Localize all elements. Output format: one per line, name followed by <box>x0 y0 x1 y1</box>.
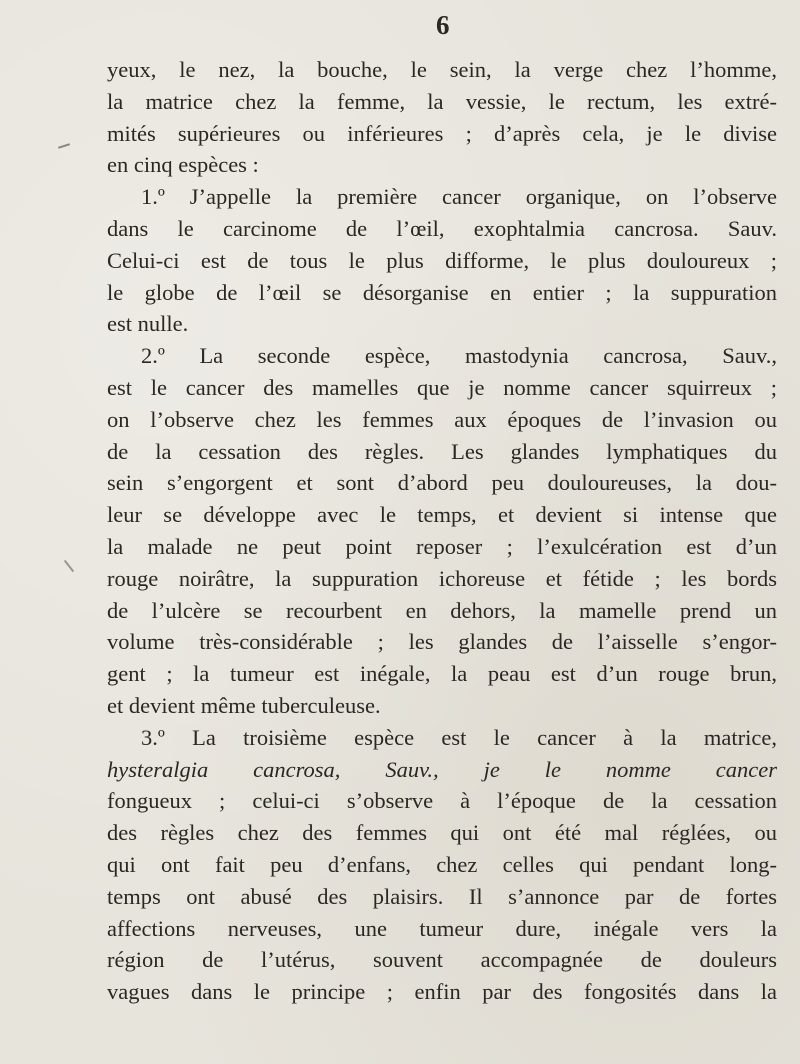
text-line: leur se développe avec le temps, et devient si intense que <box>107 502 777 528</box>
text-line: rouge noirâtre, la suppuration ichoreuse et fétide ; les bords <box>107 565 777 591</box>
text-line: la malade ne peut point reposer ; l’exulcération est d’un <box>107 533 777 559</box>
text-line: yeux, le nez, la bouche, le sein, la verge chez l’homme, <box>107 57 777 82</box>
page-number: 6 <box>436 10 451 40</box>
text-line: est nulle. <box>107 311 189 337</box>
text-line: en cinq espèces : <box>107 152 259 178</box>
text-line: vagues dans le principe ; enfin par des fongosités dans la <box>107 979 777 1005</box>
text-line: volume très-considérable ; les glandes de l’aisselle s’engor- <box>107 629 777 655</box>
text-line: des règles chez des femmes qui ont été mal réglées, ou <box>107 820 777 846</box>
margin-mark <box>58 143 70 149</box>
text-line: 3.º La troisième espèce est le cancer à la matrice, <box>141 724 777 750</box>
text-line: on l’observe chez les femmes aux époques de l’invasion ou <box>107 406 777 432</box>
text-line: hysteralgia cancrosa, Sauv., je le nomme cancer <box>107 756 777 782</box>
text-line: qui ont fait peu d’enfans, chez celles qui pendant long- <box>107 851 777 877</box>
text-line: est le cancer des mamelles que je nomme cancer squirreux ; <box>107 374 777 400</box>
text-line: mités supérieures ou inférieures ; d’après cela, je le divise <box>107 120 777 146</box>
text-line: Celui-ci est de tous le plus difforme, le plus douloureux ; <box>107 247 777 273</box>
text-line: fongueux ; celui-ci s’observe à l’époque de la cessation <box>107 788 777 814</box>
text-line: temps ont abusé des plaisirs. Il s’annonce par de fortes <box>107 883 777 909</box>
text-line: de la cessation des règles. Les glandes lymphatiques du <box>107 438 777 464</box>
text-line: affections nerveuses, une tumeur dure, inégale vers la <box>107 915 777 941</box>
body-text <box>107 54 777 1008</box>
text-line: de l’ulcère se recourbent en dehors, la mamelle prend un <box>107 597 777 623</box>
text-line: dans le carcinome de l’œil, exophtalmia cancrosa. Sauv. <box>107 215 777 241</box>
text-line: et devient même tuberculeuse. <box>107 692 381 718</box>
text-line: le globe de l’œil se désorganise en entier ; la suppuration <box>107 279 777 305</box>
text-line: sein s’engorgent et sont d’abord peu douloureuses, la dou- <box>107 470 777 496</box>
text-line: gent ; la tumeur est inégale, la peau est d’un rouge brun, <box>107 661 777 687</box>
text-line: région de l’utérus, souvent accompagnée de douleurs <box>107 947 777 973</box>
margin-mark <box>64 560 74 572</box>
text-line: la matrice chez la femme, la vessie, le rectum, les extré- <box>107 88 777 114</box>
text-line: 1.º J’appelle la première cancer organique, on l’observe <box>141 184 777 210</box>
text-line: 2.º La seconde espèce, mastodynia cancrosa, Sauv., <box>141 343 777 369</box>
